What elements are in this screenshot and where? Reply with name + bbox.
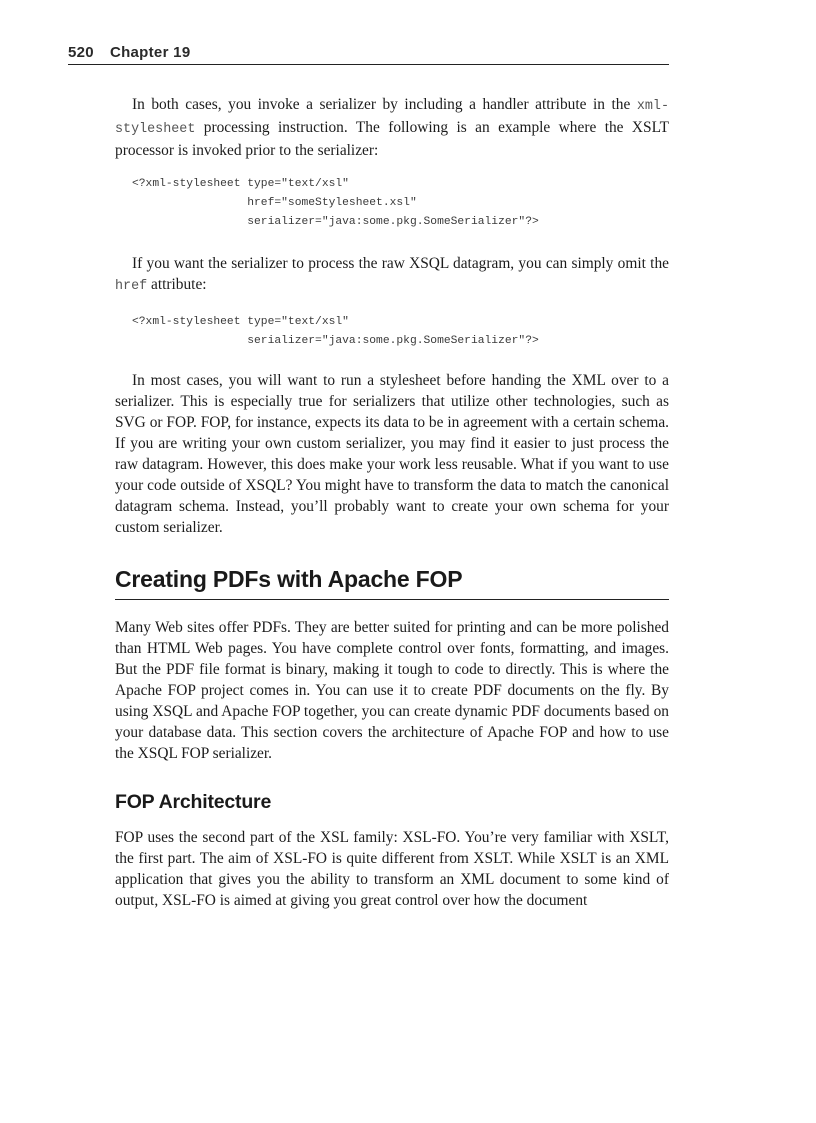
paragraph-raw-datagram [115, 253, 669, 297]
paragraph-text: In both cases, you invoke a serializer by including a handler attribute in the [132, 96, 637, 113]
subsection-heading: FOP Architecture [115, 791, 272, 813]
inline-code-href: href [115, 279, 148, 294]
paragraph-fop-architecture: FOP uses the second part of the XSL family: XSL-FO. You’re very familiar with XSLT, the first part. The aim of XSL-FO is quite different from XSLT. While XSLT is an XML application that gives you the ability to transform an XML document to some kind of output, XSL-FO is aimed at giving you great control over how the document [115, 829, 669, 909]
paragraph-serializer-handler [115, 94, 669, 161]
inline-code-xml-stylesheet: xml-stylesheet [115, 99, 669, 137]
paragraph-stylesheet-before-serializer: In most cases, you will want to run a stylesheet before handing the XML over to a serializer. This is especially true for serializers that utilize other technologies, such as SVG or FOP. FOP, for instance, expects its data to be in agreement with a certain schema. If you are writing your own custom serializer, you may find it easier to just process the raw datagram. However, this does make your work less reusable. What if you want to use your code outside of XSQL? You might have to transform the data to match the canonical datagram schema. Instead, you’ll probably want to create your own schema for your custom serializer. [115, 372, 669, 536]
paragraph-pdf-intro: Many Web sites offer PDFs. They are better suited for printing and can be more polished than HTML Web pages. You have complete control over fonts, formatting, and images. But the PDF file format is binary, making it tough to code to directly. This is where the Apache FOP project comes in. You can use it to create PDF documents on the fly. By using XSQL and Apache FOP together, you can create dynamic PDF documents based on your database data. This section covers the architecture of Apache FOP and how to use the XSQL FOP serializer. [115, 619, 669, 762]
running-header [68, 44, 669, 65]
paragraph-text: processing instruction. The following is an example where the XSLT processor is invoked prior to the serializer: [115, 119, 669, 159]
chapter-label: Chapter 19 [109, 44, 191, 61]
section-heading: Creating PDFs with Apache FOP [115, 563, 669, 600]
page-number: 520 [68, 44, 94, 61]
paragraph-text: If you want the serializer to process the raw XSQL datagram, you can simply omit the [132, 255, 669, 272]
paragraph-text: attribute: [147, 276, 207, 293]
code-block-xslt-serializer: <?xml-stylesheet type="text/xsl" href="someStylesheet.xsl" serializer="java:some.pkg.SomeSerializer"?> [132, 178, 539, 228]
code-block-raw-serializer: <?xml-stylesheet type="text/xsl" serializer="java:some.pkg.SomeSerializer"?> [132, 316, 539, 347]
